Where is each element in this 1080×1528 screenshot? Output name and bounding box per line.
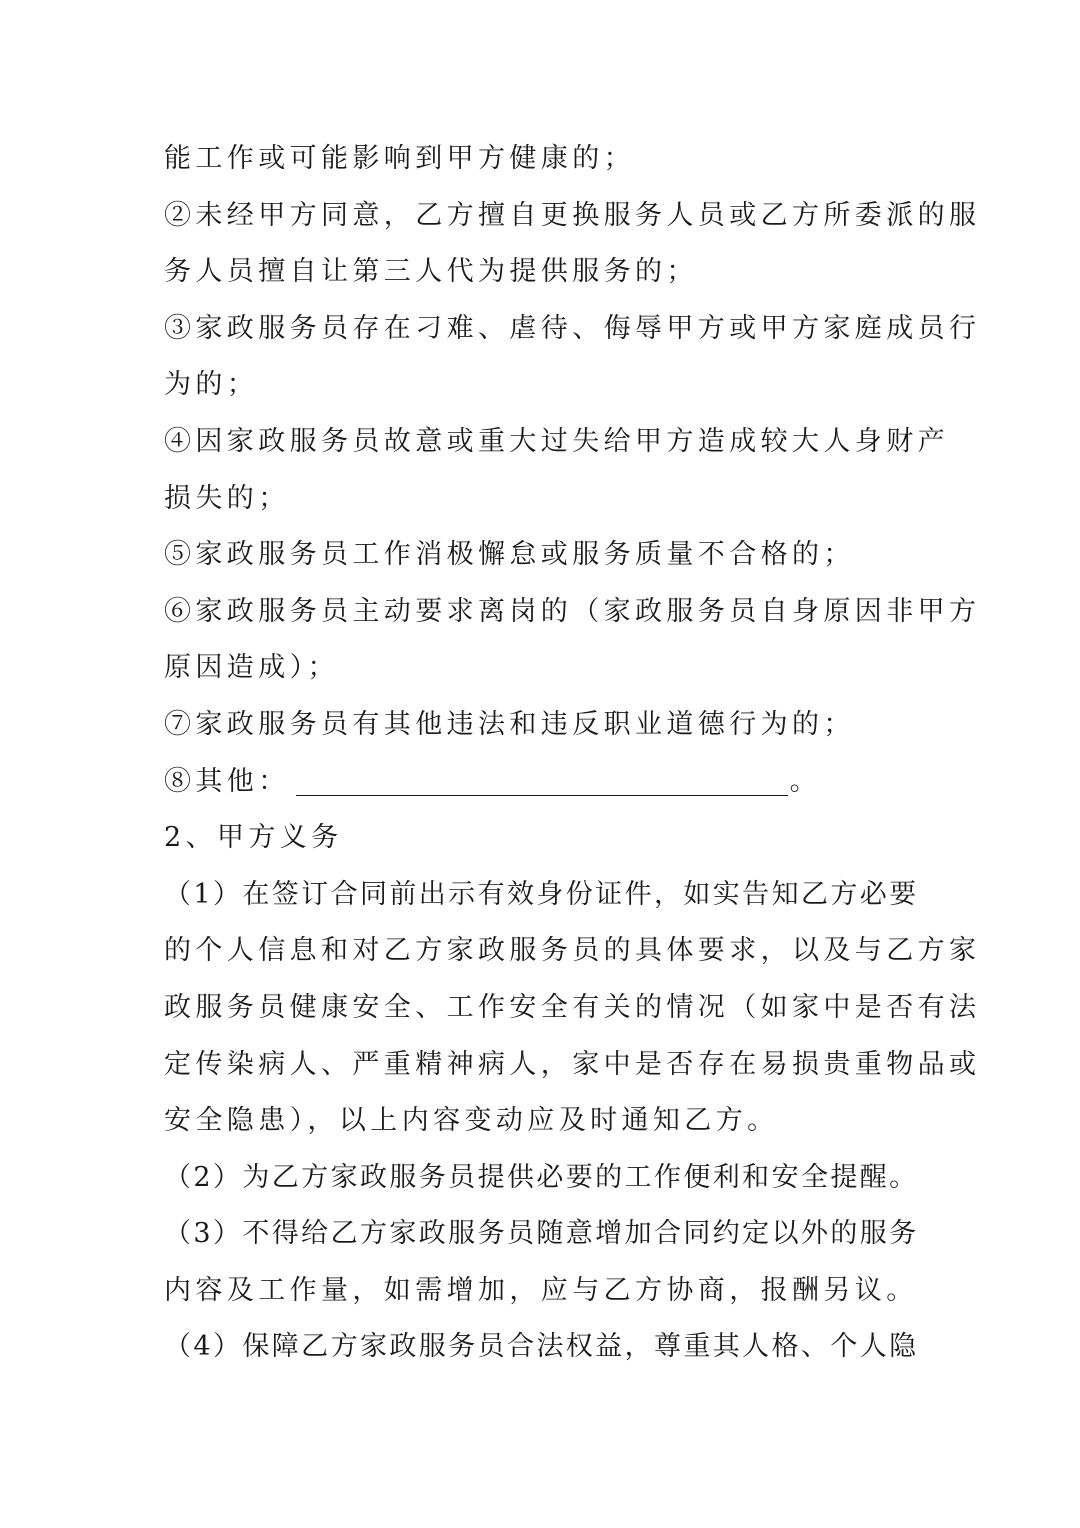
fill-in-blank — [296, 765, 788, 796]
text-line: 务人员擅自让第三人代为提供服务的； — [164, 256, 698, 288]
text-line: 能工作或可能影响到甲方健康的； — [164, 143, 635, 174]
text-line: 损失的； — [164, 482, 290, 514]
text-line: 为的； — [164, 369, 259, 401]
obligation-line: 政服务员健康安全、工作安全有关的情况（如家中是否有法 — [164, 991, 981, 1023]
other-item-end: 。 — [789, 765, 822, 797]
obligation-line: 安全隐患），以上内容变动应及时通知乙方。 — [164, 1105, 779, 1137]
obligation-line: （1）在签订合同前出示有效身份证件，如实告知乙方必要 — [164, 878, 919, 910]
text-line: ③家政服务员存在刁难、虐待、侮辱甲方或甲方家庭成员行 — [164, 312, 981, 344]
text-line: 原因造成）； — [164, 652, 339, 684]
obligation-line: （2）为乙方家政服务员提供必要的工作便利和安全提醒。 — [164, 1161, 919, 1193]
text-line: ④因家政服务员故意或重大过失给甲方造成较大人身财产 — [164, 425, 949, 457]
contract-text — [164, 131, 981, 1376]
text-line: ⑤家政服务员工作消极懈怠或服务质量不合格的； — [164, 539, 855, 571]
obligation-line: 内容及工作量，如需增加，应与乙方协商，报酬另议。 — [164, 1274, 918, 1306]
obligation-line: 的个人信息和对乙方家政服务员的具体要求，以及与乙方家 — [164, 935, 981, 967]
text-line: ②未经甲方同意，乙方擅自更换服务人员或乙方所委派的服 — [164, 199, 981, 231]
obligation-line: （4）保障乙方家政服务员合法权益，尊重其人格、个人隐 — [164, 1331, 919, 1363]
other-item-label: ⑧其他： — [164, 765, 290, 797]
obligation-line: （3）不得给乙方家政服务员随意增加合同约定以外的服务 — [164, 1218, 919, 1250]
obligation-line: 定传染病人、严重精神病人，家中是否存在易损贵重物品或 — [164, 1048, 981, 1080]
section-title: 2、甲方义务 — [164, 822, 343, 854]
text-line: ⑥家政服务员主动要求离岗的（家政服务员自身原因非甲方 — [164, 595, 981, 627]
other-item-line — [164, 754, 924, 811]
text-line: ⑦家政服务员有其他违法和违反职业道德行为的； — [164, 708, 855, 740]
